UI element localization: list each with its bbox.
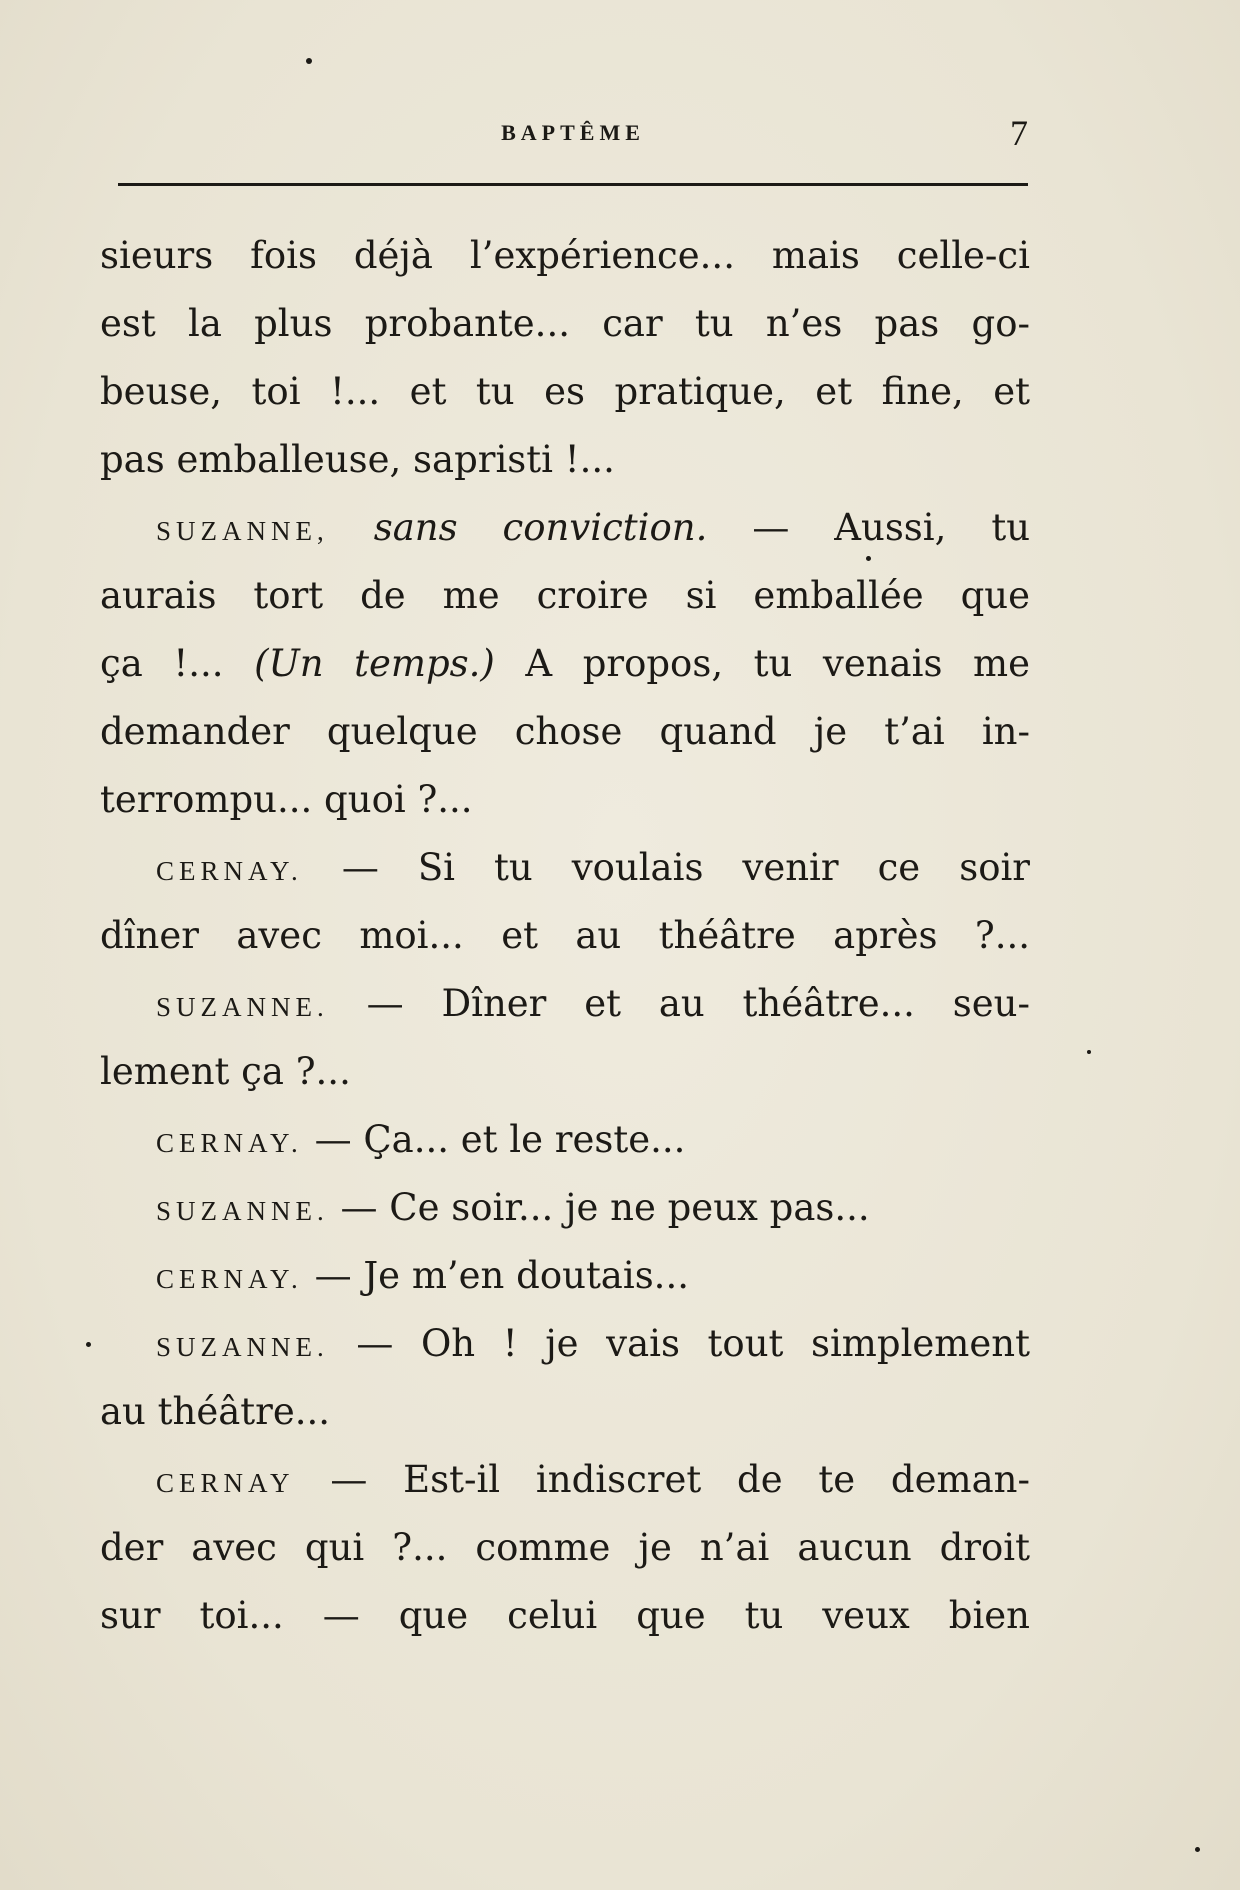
text-line: est la plus probante... car tu n’es pas go-	[100, 302, 1030, 345]
speaker-name: SUZANNE.	[156, 992, 329, 1022]
paper-speck	[1195, 1847, 1200, 1852]
text-line: ça !... (Un temps.) A propos, tu venais me	[100, 642, 1030, 685]
dialogue-text: — Est-il indiscret de te deman-	[330, 1458, 1030, 1501]
dialogue-line	[100, 1106, 1030, 1174]
text-line: lement ça ?...	[100, 1050, 351, 1093]
stage-direction: sans conviction.	[373, 506, 708, 549]
text-line: beuse, toi !... et tu es pratique, et fine, et	[100, 370, 1030, 413]
running-head	[118, 112, 1028, 152]
dialogue-text: — Je m’en doutais...	[314, 1254, 689, 1297]
dialogue-line	[100, 970, 1030, 1038]
stage-direction: (Un temps.)	[254, 642, 495, 685]
dialogue-line	[100, 834, 1030, 902]
dialogue-line	[100, 1242, 1030, 1310]
text-line: demander quelque chose quand je t’ai in-	[100, 710, 1030, 753]
text-line: der avec qui ?... comme je n’ai aucun droit	[100, 1526, 1030, 1569]
speaker-name: SUZANNE.	[156, 1332, 329, 1362]
dialogue-text: — Dîner et au théâtre... seu-	[366, 982, 1031, 1025]
text-line: pas emballeuse, sapristi !...	[100, 438, 615, 481]
page-number: 7	[1010, 113, 1028, 153]
paper-speck	[1087, 1050, 1091, 1054]
dialogue-line	[100, 1174, 1030, 1242]
text-line: sieurs fois déjà l’expérience... mais celle-ci	[100, 234, 1030, 277]
speaker-name: CERNAY.	[156, 1128, 303, 1158]
dialogue-text: — Ce soir... je ne peux pas...	[340, 1186, 870, 1229]
text-line: au théâtre...	[100, 1390, 331, 1433]
text-line: sur toi... — que celui que tu veux bien	[100, 1594, 1030, 1637]
dialogue-line	[100, 494, 1030, 562]
dialogue-text: — Si tu voulais venir ce soir	[341, 846, 1030, 889]
text-line: terrompu... quoi ?...	[100, 778, 473, 821]
dialogue-line	[100, 1310, 1030, 1378]
paper-speck	[306, 58, 312, 64]
dialogue-text: — Aussi, tu	[752, 506, 1031, 549]
speaker-name: SUZANNE,	[156, 516, 329, 546]
text-line: dîner avec moi... et au théâtre après ?...	[100, 914, 1030, 957]
text-line: aurais tort de me croire si emballée que	[100, 574, 1030, 617]
header-rule	[118, 183, 1028, 186]
dialogue-text: — Ça... et le reste...	[314, 1118, 686, 1161]
dialogue-text: — Oh ! je vais tout simplement	[356, 1322, 1030, 1365]
running-title: BAPTÊME	[501, 120, 645, 145]
dialogue-line	[100, 1446, 1030, 1514]
speaker-name: CERNAY.	[156, 856, 303, 886]
paper-speck	[86, 1342, 91, 1347]
paper-speck	[866, 556, 871, 561]
body-text	[100, 222, 1030, 1650]
speaker-name: CERNAY.	[156, 1264, 303, 1294]
speaker-name: SUZANNE.	[156, 1196, 329, 1226]
speaker-name: CERNAY	[156, 1468, 295, 1498]
